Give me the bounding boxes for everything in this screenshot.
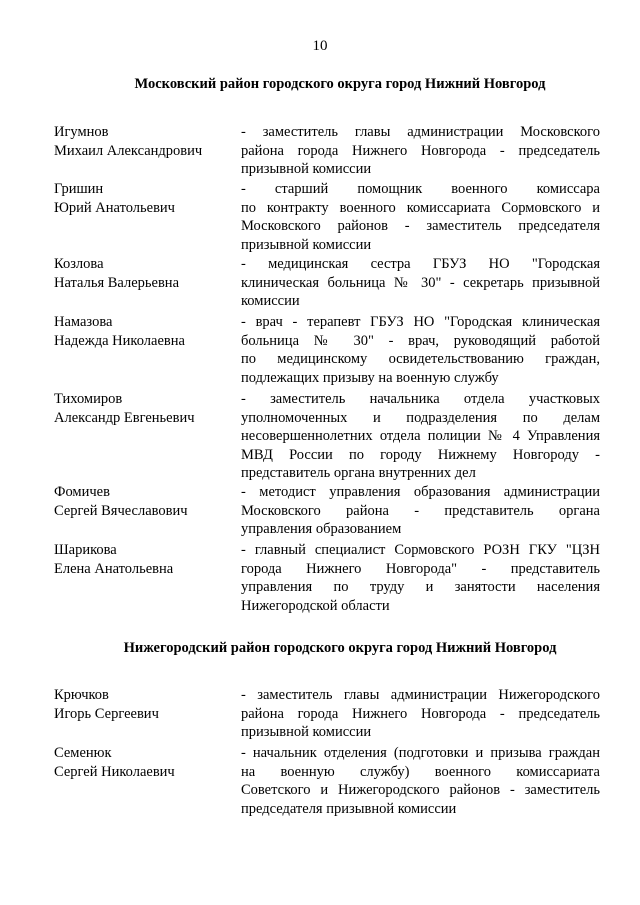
page-number: 10 bbox=[312, 38, 328, 54]
member-surname: Тихомиров bbox=[54, 391, 123, 407]
member-name bbox=[54, 180, 234, 217]
role-line: Советского и Нижегородского районов - заместитель bbox=[241, 782, 600, 798]
role-line: - старший помощник военного комиссара bbox=[241, 181, 600, 197]
member-name bbox=[54, 123, 234, 160]
role-line: управления образованием bbox=[241, 521, 402, 537]
role-line: подлежащих призыву на военную службу bbox=[241, 369, 499, 386]
member-name bbox=[54, 483, 234, 520]
member-role bbox=[241, 313, 600, 387]
role-line: призывной комиссии bbox=[241, 236, 372, 253]
role-line: призывной комиссии bbox=[241, 161, 372, 177]
member-given-names: Елена Анатольевна bbox=[54, 560, 174, 577]
role-line: по медицинскому освидетельствованию граждан, bbox=[241, 351, 600, 367]
role-line: Нижегородской области bbox=[241, 597, 390, 614]
role-line: МВД России по городу Нижнему Новгороду - bbox=[241, 446, 600, 463]
member-surname: Намазова bbox=[54, 314, 113, 330]
member-role bbox=[241, 686, 600, 742]
member-role bbox=[241, 180, 600, 254]
role-line: призывной комиссии bbox=[241, 724, 372, 740]
member-role bbox=[241, 744, 600, 818]
member-given-names: Александр Евгеньевич bbox=[54, 409, 195, 426]
role-line: Московского района - представитель органа bbox=[241, 502, 600, 519]
member-given-names: Игорь Сергеевич bbox=[54, 705, 159, 722]
role-line: - врач - терапевт ГБУЗ НО "Городская клиническая bbox=[241, 314, 600, 330]
role-line: района города Нижнего Новгорода - председатель bbox=[241, 705, 600, 722]
role-line: больница № 30" - врач, руководящий работой bbox=[241, 332, 600, 349]
member-name bbox=[54, 255, 234, 292]
member-surname: Козлова bbox=[54, 256, 104, 272]
role-line: представитель органа внутренних дел bbox=[241, 465, 476, 481]
role-line: - медицинская сестра ГБУЗ НО "Городская bbox=[241, 256, 600, 272]
role-line: по контракту военного комиссариата Сормовского и bbox=[241, 199, 600, 216]
member-name bbox=[54, 313, 234, 350]
member-surname: Игумнов bbox=[54, 124, 109, 140]
section-title-nizhegorodsky: Нижегородский район городского округа город Нижний Новгород bbox=[123, 640, 557, 656]
role-line: - начальник отделения (подготовки и призыва граждан bbox=[241, 745, 600, 761]
member-surname: Шарикова bbox=[54, 542, 117, 558]
member-name bbox=[54, 744, 234, 781]
role-line: на военную службу) военного комиссариата bbox=[241, 763, 600, 780]
role-line: города Нижнего Новгорода" - представитель bbox=[241, 560, 600, 577]
role-line: - заместитель главы администрации Московского bbox=[241, 124, 600, 140]
role-line: управления по труду и занятости населения bbox=[241, 579, 600, 595]
member-surname: Фомичев bbox=[54, 484, 110, 500]
role-line: комиссии bbox=[241, 293, 300, 309]
member-given-names: Сергей Вячеславович bbox=[54, 502, 188, 519]
role-line: несовершеннолетних отдела полиции № 4 Управления bbox=[241, 428, 600, 444]
member-name bbox=[54, 390, 234, 427]
role-line: уполномоченных и подразделения по делам bbox=[241, 409, 600, 426]
member-given-names: Наталья Валерьевна bbox=[54, 274, 179, 291]
member-role bbox=[241, 390, 600, 483]
role-line: председателя призывной комиссии bbox=[241, 800, 457, 817]
member-given-names: Надежда Николаевна bbox=[54, 332, 185, 349]
role-line: - заместитель главы администрации Нижегородского bbox=[241, 687, 600, 703]
member-role bbox=[241, 123, 600, 179]
section-title-moskovsky: Московский район городского округа город Нижний Новгород bbox=[134, 76, 546, 92]
member-given-names: Михаил Александрович bbox=[54, 142, 203, 159]
role-line: района города Нижнего Новгорода - председатель bbox=[241, 142, 600, 159]
role-line: клиническая больница № 30" - секретарь призывной bbox=[241, 274, 600, 291]
member-surname: Семенюк bbox=[54, 745, 112, 761]
role-line: Московского районов - заместитель председателя bbox=[241, 218, 600, 234]
member-given-names: Юрий Анатольевич bbox=[54, 199, 175, 216]
member-name bbox=[54, 541, 234, 578]
member-role bbox=[241, 541, 600, 615]
role-line: - главный специалист Сормовского РОЗН ГКУ "ЦЗН bbox=[241, 542, 600, 558]
member-name bbox=[54, 686, 234, 723]
member-surname: Крючков bbox=[54, 687, 109, 703]
member-given-names: Сергей Николаевич bbox=[54, 763, 175, 780]
role-line: - заместитель начальника отдела участковых bbox=[241, 391, 600, 407]
member-role bbox=[241, 483, 600, 539]
member-role bbox=[241, 255, 600, 311]
role-line: - методист управления образования администрации bbox=[241, 484, 600, 500]
member-surname: Гришин bbox=[54, 181, 104, 197]
